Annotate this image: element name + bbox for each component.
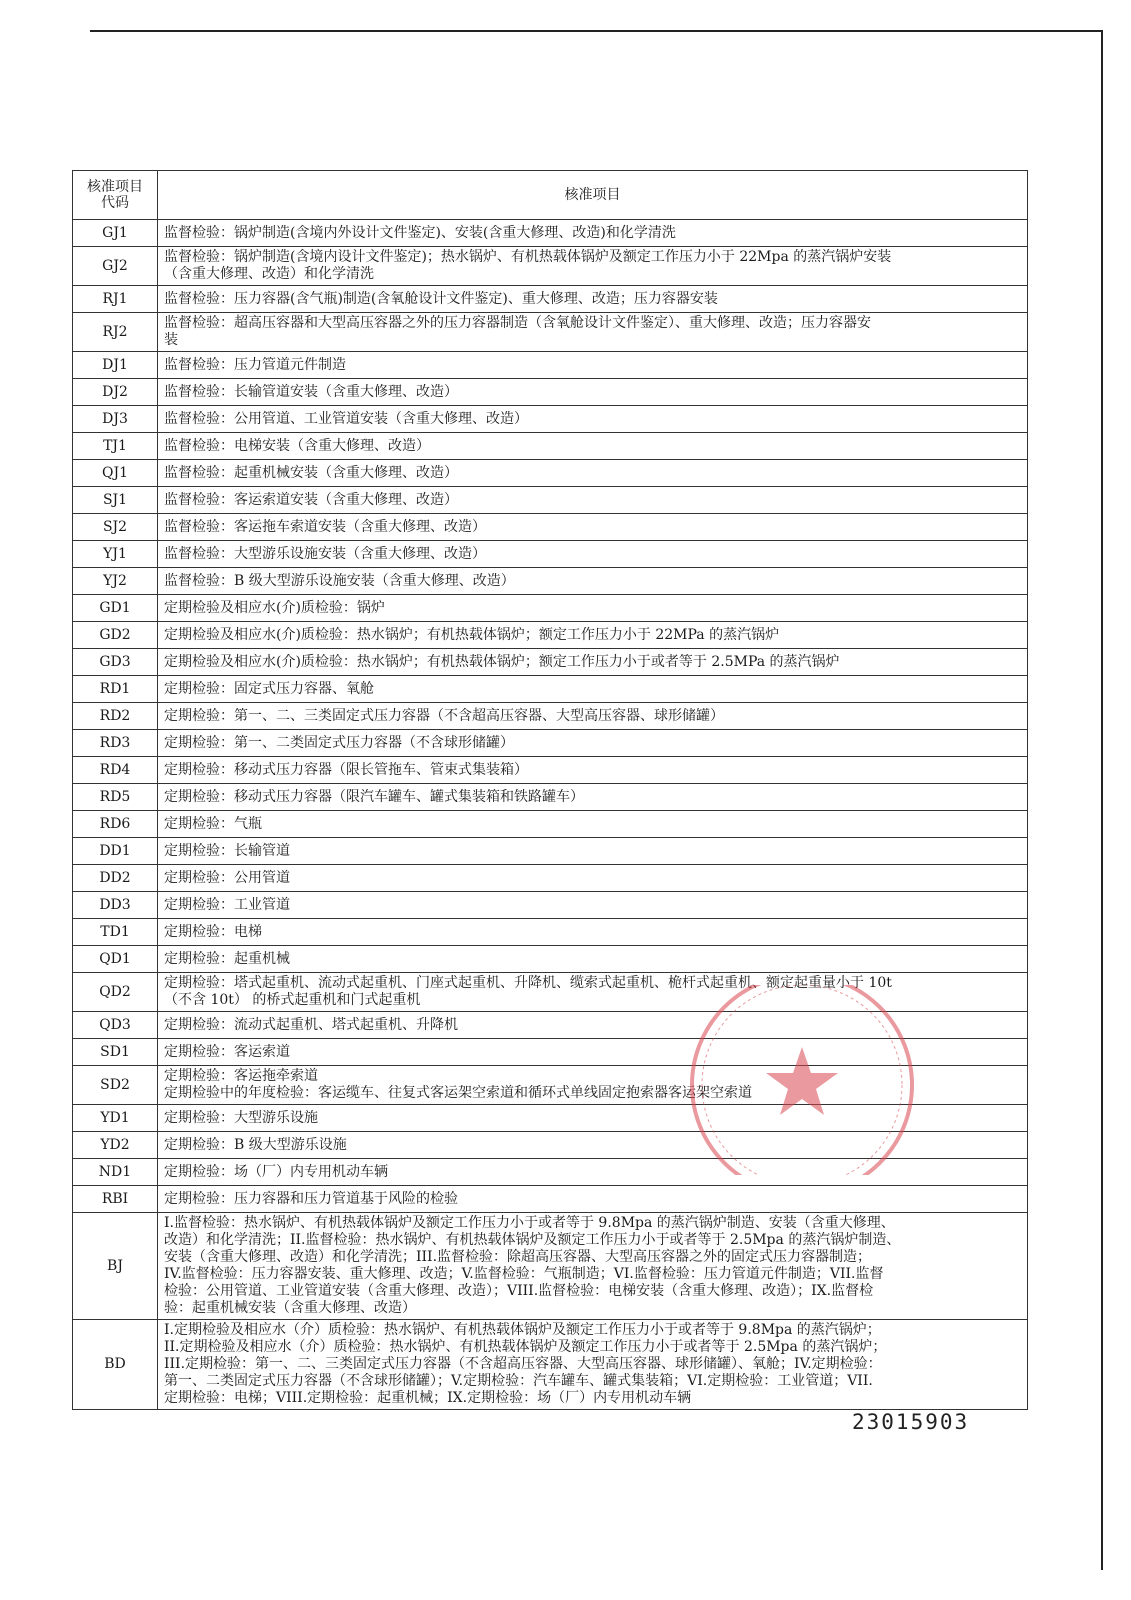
table-row (73, 595, 1028, 622)
row-code: ND1 (73, 1159, 158, 1186)
row-description (158, 1320, 1028, 1410)
row-description (158, 595, 1028, 622)
description-line: 检验：公用管道、工业管道安装（含重大修理、改造）；VIII.监督检验：电梯安装（含重大修理、改造）；IX.监督检 (164, 1283, 874, 1299)
table-row (73, 406, 1028, 433)
table-row (73, 1159, 1028, 1186)
description-line: 定期检验：固定式压力容器、氧舱 (164, 680, 374, 697)
row-code: DJ2 (73, 379, 158, 406)
description-line: 定期检验：第一、二类固定式压力容器（不含球形储罐） (164, 734, 514, 751)
row-code: DD2 (73, 865, 158, 892)
table-row (73, 541, 1028, 568)
table-row (73, 946, 1028, 973)
table-header-row (73, 171, 1028, 220)
table-row (73, 1213, 1028, 1320)
table-row (73, 919, 1028, 946)
row-code: DJ1 (73, 352, 158, 379)
description-line: IV.监督检验：压力容器安装、重大修理、改造；V.监督检验：气瓶制造；VI.监督检验：压力管道元件制造；VII.监督 (164, 1266, 884, 1282)
table-row (73, 1105, 1028, 1132)
row-description (158, 784, 1028, 811)
description-line: 定期检验：公用管道 (164, 869, 290, 886)
row-description (158, 220, 1028, 247)
table-row (73, 1012, 1028, 1039)
approved-items-table (72, 170, 1028, 1410)
table-row (73, 1066, 1028, 1105)
row-code: SD1 (73, 1039, 158, 1066)
description-line: 定期检验及相应水(介)质检验：锅炉 (164, 599, 385, 616)
row-code: BJ (73, 1213, 158, 1320)
row-description (158, 757, 1028, 784)
row-code: RD3 (73, 730, 158, 757)
description-line: 定期检验：工业管道 (164, 896, 290, 913)
row-code: YJ1 (73, 541, 158, 568)
table-row (73, 514, 1028, 541)
table-row (73, 313, 1028, 352)
description-line: 定期检验中的年度检验：客运缆车、往复式客运架空索道和循环式单线固定抱索器客运架空索道 (164, 1085, 752, 1101)
description-line: 验：起重机械安装（含重大修理、改造） (164, 1300, 416, 1316)
row-description (158, 1105, 1028, 1132)
description-line: 监督检验：电梯安装（含重大修理、改造） (164, 437, 430, 454)
table-row (73, 379, 1028, 406)
row-code: RJ1 (73, 286, 158, 313)
description-line: 改造）和化学清洗；II.监督检验：热水锅炉、有机热载体锅炉及额定工作压力小于或者等于 2.5Mpa 的蒸汽锅炉制造、 (164, 1232, 901, 1248)
row-description (158, 1012, 1028, 1039)
description-line: 定期检验：流动式起重机、塔式起重机、升降机 (164, 1016, 458, 1033)
description-line: 定期检验：第一、二、三类固定式压力容器（不含超高压容器、大型高压容器、球形储罐） (164, 707, 724, 724)
row-code: RD2 (73, 703, 158, 730)
table-row (73, 487, 1028, 514)
table-row (73, 676, 1028, 703)
description-line: 监督检验：客运拖车索道安装（含重大修理、改造） (164, 518, 486, 535)
row-code: RD1 (73, 676, 158, 703)
description-line: 监督检验：压力容器(含气瓶)制造(含氧舱设计文件鉴定)、重大修理、改造；压力容器安装 (164, 290, 718, 307)
description-line: 安装（含重大修理、改造）和化学清洗；III.监督检验：除超高压容器、大型高压容器之外的固定式压力容器制造； (164, 1249, 872, 1265)
row-description (158, 973, 1028, 1012)
table-row (73, 622, 1028, 649)
row-description (158, 730, 1028, 757)
row-code: DJ3 (73, 406, 158, 433)
description-line: 监督检验：公用管道、工业管道安装（含重大修理、改造） (164, 410, 528, 427)
row-description (158, 811, 1028, 838)
row-code: RD4 (73, 757, 158, 784)
table-row (73, 352, 1028, 379)
row-code: SD2 (73, 1066, 158, 1105)
row-code: QD1 (73, 946, 158, 973)
row-description (158, 865, 1028, 892)
description-line: 监督检验：起重机械安装（含重大修理、改造） (164, 464, 458, 481)
description-line: （不含 10t） 的桥式起重机和门式起重机 (164, 992, 421, 1008)
row-description (158, 406, 1028, 433)
description-line: 定期检验：客运索道 (164, 1043, 290, 1060)
row-code: YJ2 (73, 568, 158, 595)
description-line: 定期检验及相应水(介)质检验：热水锅炉；有机热载体锅炉；额定工作压力小于或者等于 2.5MPa 的蒸汽锅炉 (164, 653, 840, 670)
description-line: 装 (164, 332, 178, 348)
row-code: GD3 (73, 649, 158, 676)
row-code: RBI (73, 1186, 158, 1213)
table-row (73, 568, 1028, 595)
row-description (158, 1186, 1028, 1213)
table-row (73, 703, 1028, 730)
row-code: GJ1 (73, 220, 158, 247)
table-row (73, 757, 1028, 784)
row-description (158, 1132, 1028, 1159)
table-row (73, 892, 1028, 919)
row-code: RD5 (73, 784, 158, 811)
row-code: QJ1 (73, 460, 158, 487)
table-row (73, 1132, 1028, 1159)
header-code (73, 171, 158, 220)
row-description (158, 379, 1028, 406)
row-code: BD (73, 1320, 158, 1410)
table-row (73, 220, 1028, 247)
description-line: I.监督检验：热水锅炉、有机热载体锅炉及额定工作压力小于或者等于 9.8Mpa 的蒸汽锅炉制造、安装（含重大修理、 (164, 1215, 895, 1231)
row-code: RD6 (73, 811, 158, 838)
row-code: GD1 (73, 595, 158, 622)
row-code: RJ2 (73, 313, 158, 352)
description-line: 第一、二类固定式压力容器（不含球形储罐）；V.定期检验：汽车罐车、罐式集装箱；VI.定期检验：工业管道；VII. (164, 1373, 873, 1389)
row-description (158, 1066, 1028, 1105)
description-line: 监督检验：长输管道安装（含重大修理、改造） (164, 383, 458, 400)
table-row (73, 973, 1028, 1012)
row-description (158, 649, 1028, 676)
serial-number: 23015903 (852, 1410, 970, 1434)
description-line: 定期检验：大型游乐设施 (164, 1109, 318, 1126)
description-line: 监督检验：大型游乐设施安装（含重大修理、改造） (164, 545, 486, 562)
description-line: 定期检验：B 级大型游乐设施 (164, 1136, 347, 1153)
row-description (158, 703, 1028, 730)
row-description (158, 838, 1028, 865)
description-line: 定期检验：电梯；VIII.定期检验：起重机械；IX.定期检验：场（厂）内专用机动车辆 (164, 1390, 692, 1406)
table-row (73, 286, 1028, 313)
table-row (73, 433, 1028, 460)
description-line: 定期检验：塔式起重机、流动式起重机、门座式起重机、升降机、缆索式起重机、桅杆式起重机、额定起重量小于 10t (164, 975, 892, 991)
table-row (73, 1320, 1028, 1410)
description-line: III.定期检验：第一、二、三类固定式压力容器（不含超高压容器、大型高压容器、球形储罐）、氧舱；IV.定期检验： (164, 1356, 882, 1372)
row-code: TJ1 (73, 433, 158, 460)
row-description (158, 622, 1028, 649)
row-description (158, 919, 1028, 946)
description-line: 定期检验：电梯 (164, 923, 262, 940)
row-description (158, 892, 1028, 919)
row-code: QD2 (73, 973, 158, 1012)
description-line: 定期检验：长输管道 (164, 842, 290, 859)
description-line: 监督检验：锅炉制造(含境内设计文件鉴定)；热水锅炉、有机热载体锅炉及额定工作压力小于 22Mpa 的蒸汽锅炉安装 (164, 249, 892, 265)
row-description (158, 1039, 1028, 1066)
row-description (158, 286, 1028, 313)
header-code-line-1: 核准项目 (87, 179, 143, 195)
row-code: SJ1 (73, 487, 158, 514)
table-row (73, 865, 1028, 892)
table-row (73, 460, 1028, 487)
row-description (158, 676, 1028, 703)
table-body (73, 220, 1028, 1410)
table-row (73, 784, 1028, 811)
description-line: 定期检验：场（厂）内专用机动车辆 (164, 1163, 388, 1180)
description-line: 定期检验：移动式压力容器（限长管拖车、管束式集装箱） (164, 761, 528, 778)
description-line: 监督检验：超高压容器和大型高压容器之外的压力容器制造（含氧舱设计文件鉴定）、重大修理、改造；压力容器安 (164, 315, 871, 331)
description-line: （含重大修理、改造）和化学清洗 (164, 266, 374, 282)
row-description (158, 946, 1028, 973)
table-row (73, 1039, 1028, 1066)
table-row (73, 730, 1028, 757)
row-code: GD2 (73, 622, 158, 649)
description-line: 定期检验：客运拖牵索道 (164, 1068, 318, 1084)
description-line: 定期检验：压力容器和压力管道基于风险的检验 (164, 1190, 458, 1207)
row-code: DD3 (73, 892, 158, 919)
description-line: 监督检验：锅炉制造(含境内外设计文件鉴定)、安装(含重大修理、改造)和化学清洗 (164, 224, 676, 241)
row-code: GJ2 (73, 247, 158, 286)
scan-edge-right (1101, 30, 1103, 1570)
row-description (158, 460, 1028, 487)
header-item: 核准项目 (158, 171, 1028, 220)
table-row (73, 247, 1028, 286)
table-row (73, 838, 1028, 865)
description-line: 监督检验：压力管道元件制造 (164, 356, 346, 373)
row-description (158, 352, 1028, 379)
row-description (158, 247, 1028, 286)
description-line: 定期检验：起重机械 (164, 950, 290, 967)
row-code: YD2 (73, 1132, 158, 1159)
row-description (158, 313, 1028, 352)
row-description (158, 541, 1028, 568)
row-code: DD1 (73, 838, 158, 865)
row-description (158, 433, 1028, 460)
row-code: YD1 (73, 1105, 158, 1132)
row-description (158, 514, 1028, 541)
table-row (73, 811, 1028, 838)
table-row (73, 1186, 1028, 1213)
description-line: 监督检验：客运索道安装（含重大修理、改造） (164, 491, 458, 508)
row-code: SJ2 (73, 514, 158, 541)
table-row (73, 649, 1028, 676)
row-code: QD3 (73, 1012, 158, 1039)
row-description (158, 568, 1028, 595)
row-description (158, 1213, 1028, 1320)
scan-edge-top (90, 30, 1102, 32)
description-line: 定期检验：移动式压力容器（限汽车罐车、罐式集装箱和铁路罐车） (164, 788, 584, 805)
header-code-line-2: 代码 (101, 195, 129, 211)
row-description (158, 487, 1028, 514)
row-code: TD1 (73, 919, 158, 946)
row-description (158, 1159, 1028, 1186)
description-line: 监督检验：B 级大型游乐设施安装（含重大修理、改造） (164, 572, 515, 589)
description-line: 定期检验：气瓶 (164, 815, 262, 832)
description-line: II.定期检验及相应水（介）质检验：热水锅炉、有机热载体锅炉及额定工作压力小于或者等于 2.5Mpa 的蒸汽锅炉； (164, 1339, 887, 1355)
description-line: 定期检验及相应水(介)质检验：热水锅炉；有机热载体锅炉；额定工作压力小于 22MPa 的蒸汽锅炉 (164, 626, 780, 643)
description-line: I.定期检验及相应水（介）质检验：热水锅炉、有机热载体锅炉及额定工作压力小于或者等于 9.8Mpa 的蒸汽锅炉； (164, 1322, 881, 1338)
